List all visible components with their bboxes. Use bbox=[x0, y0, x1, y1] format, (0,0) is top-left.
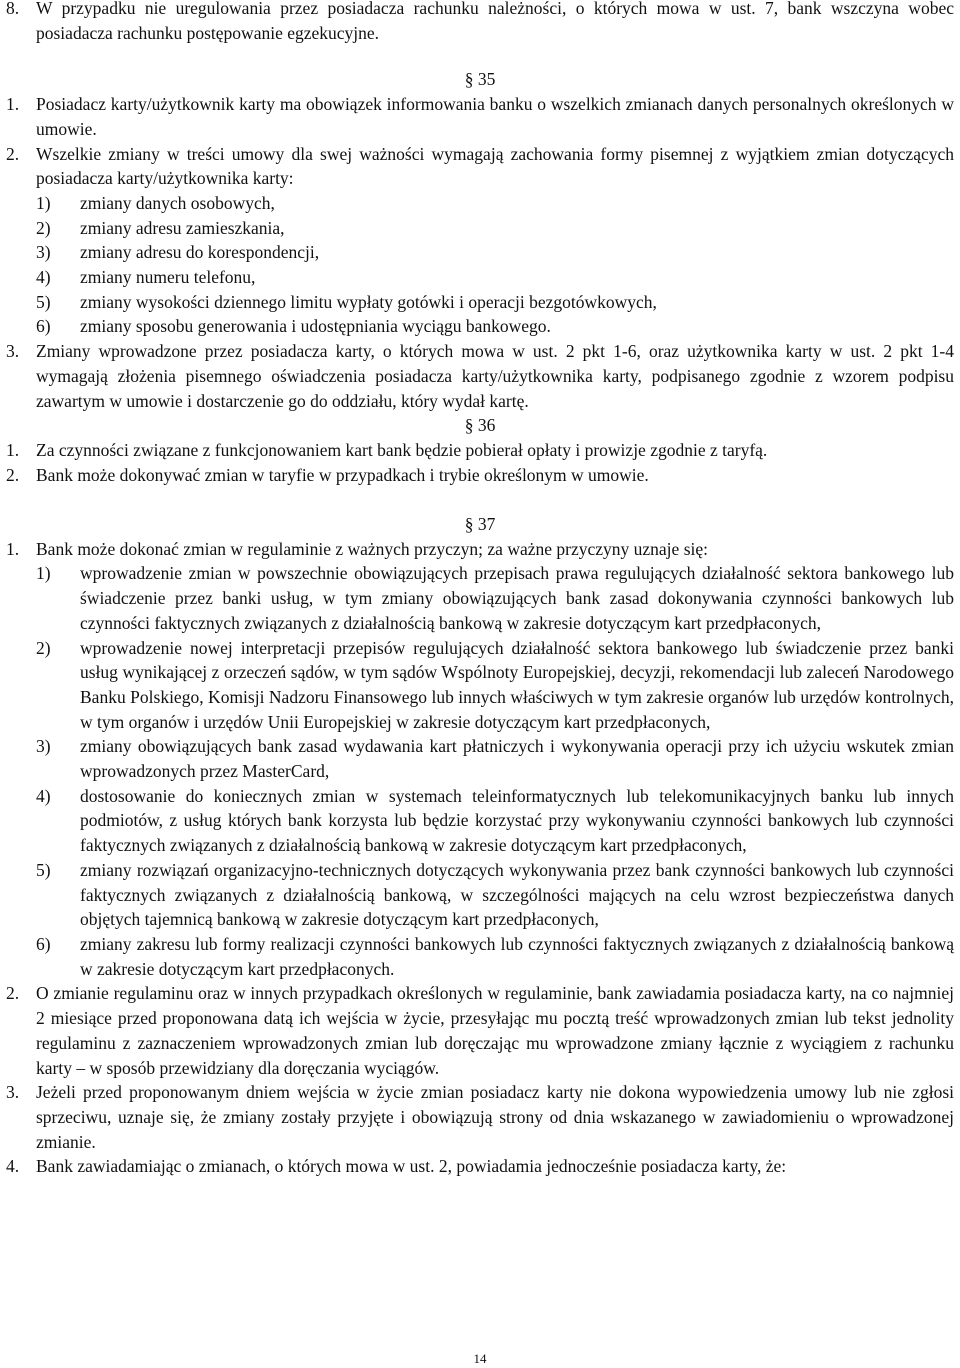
list-item-number: 6) bbox=[36, 934, 51, 954]
list-item bbox=[6, 858, 954, 932]
paragraph-number: 1. bbox=[6, 538, 20, 559]
paragraph-text: Posiadacz karty/użytkownik karty ma obowiązek informowania banku o wszelkich zmianach danych personalnych określonych w umowie. bbox=[36, 94, 954, 139]
list-item bbox=[6, 191, 954, 216]
list-item bbox=[6, 265, 954, 290]
list-item-number: 1) bbox=[36, 192, 51, 213]
list-item-number: 3) bbox=[36, 736, 51, 757]
list-item bbox=[6, 240, 954, 265]
list-item-text: zmiany rozwiązań organizacyjno-technicznych dotyczących wykonywania przez bank czynności bankowych lub czynności faktycznych związanych z działalnością bankową, w szczególności mających na celu wzrost bezpieczeństwa danych objętych tajemnicą bankową w zakresie dotyczącym kart przedpłaconych, bbox=[80, 859, 954, 930]
paragraph-8 bbox=[6, 0, 954, 45]
paragraph-35-3 bbox=[6, 339, 954, 413]
paragraph-number: 2. bbox=[6, 464, 20, 485]
list-item-number: 3) bbox=[36, 242, 51, 263]
list-item-text: wprowadzenie nowej interpretacji przepisów regulujących działalność sektora bankowego lub świadczenie przez banki usług wynikającej z orzeczeń sądów, w tym sądów Wspólnoty Europejskiej, decyzji, rekomendacji lub zaleceń Narodowego Banku Polskiego, Komisji Nadzoru Finansowego lub innych właściwych w tym zakresie organów lub urzędów kontrolnych, w tym organów i urzędów Unii Europejskiej w zakresie dotyczącym kart przedpłaconych, bbox=[80, 637, 954, 732]
paragraph-number: 2. bbox=[6, 983, 20, 1004]
paragraph-text: O zmianie regulaminu oraz w innych przypadkach określonych w regulaminie, bank zawiadamia posiadacza karty, na co najmniej 2 miesiące przed proponowana datą ich wejścia w życie, przesyłając mu pocztą treść wprowadzonych zmian lub tekst jednolity regulaminu z zaznaczeniem wprowadzonych zmian lub doręczając mu wprowadzone zmiany łącznie z wyciągiem z rachunku karty – w sposób przewidziany dla doręczania wyciągów. bbox=[36, 983, 954, 1078]
paragraph-text: Zmiany wprowadzone przez posiadacza karty, o których mowa w ust. 2 pkt 1-6, oraz użytkownika karty w ust. 2 pkt 1-4 wymagają złożenia pisemnego oświadczenia posiadacza karty/użytkownika karty, podpisanego zgodnie z wzorem podpisu zawartym w umowie i dostarczenie go do oddziału, który wydał kartę. bbox=[36, 341, 954, 411]
list-item-text: wprowadzenie zmian w powszechnie obowiązujących przepisach prawa regulujących działalność sektora bankowego lub świadczenie przez banki usług, w tym zmiany obowiązujących bank zasad dokonywania czynności bankowych lub czynności faktycznych związanych z działalnością bankową w zakresie dotyczącym kart przedpłaconych, bbox=[80, 563, 954, 633]
list-item-number: 5) bbox=[36, 859, 51, 880]
list-item-number: 6) bbox=[36, 316, 51, 337]
list-item-text: zmiany adresu zamieszkania, bbox=[80, 217, 285, 238]
paragraph-text: Bank zawiadamiając o zmianach, o których mowa w ust. 2, powiadamia jednocześnie posiadacza karty, że: bbox=[36, 1156, 787, 1177]
list-item-number: 4) bbox=[36, 267, 51, 288]
list-item-text: zmiany zakresu lub formy realizacji czynności bankowych lub czynności faktycznych związanych z działalnością bankową w zakresie dotyczącym kart przedpłaconych. bbox=[80, 934, 954, 979]
list-item bbox=[6, 314, 954, 339]
paragraph-text: Bank może dokonać zmian w regulaminie z ważnych przyczyn; za ważne przyczyny uznaje się: bbox=[36, 538, 708, 559]
paragraph-35-1 bbox=[6, 92, 954, 141]
paragraph-number: 4. bbox=[6, 1156, 20, 1177]
list-item-text: zmiany numeru telefonu, bbox=[80, 267, 256, 288]
paragraph-number: 3. bbox=[6, 1082, 20, 1103]
document-body bbox=[6, 0, 954, 1179]
paragraph-number: 1. bbox=[6, 94, 20, 115]
paragraph-37-2 bbox=[6, 981, 954, 1080]
list-item-number: 1) bbox=[36, 563, 51, 584]
paragraph-35-2 bbox=[6, 142, 954, 191]
list-item-text: zmiany wysokości dziennego limitu wypłaty gotówki i operacji bezgotówkowych, bbox=[80, 291, 657, 312]
list-item bbox=[6, 784, 954, 858]
list-item bbox=[6, 290, 954, 315]
list-37-1 bbox=[6, 561, 954, 981]
list-item-number: 2) bbox=[36, 637, 51, 658]
list-item-number: 4) bbox=[36, 785, 51, 806]
section-heading-36: § 36 bbox=[464, 415, 496, 436]
list-item bbox=[6, 636, 954, 735]
paragraph-36-1 bbox=[6, 438, 954, 463]
list-item bbox=[6, 561, 954, 635]
list-item bbox=[6, 734, 954, 783]
paragraph-text: Wszelkie zmiany w treści umowy dla swej ważności wymagają zachowania formy pisemnej z wyjątkiem zmian dotyczących posiadacza karty/użytkownika karty: bbox=[36, 143, 954, 189]
paragraph-text: Bank może dokonywać zmian w taryfie w przypadkach i trybie określonym w umowie. bbox=[36, 464, 649, 485]
list-item-text: zmiany adresu do korespondencji, bbox=[80, 242, 320, 263]
paragraph-number: 1. bbox=[6, 439, 20, 460]
paragraph-number: 3. bbox=[6, 341, 20, 362]
paragraph-37-3 bbox=[6, 1080, 954, 1154]
paragraph-36-2 bbox=[6, 463, 954, 488]
section-heading-35: § 35 bbox=[464, 69, 496, 90]
list-item bbox=[6, 216, 954, 241]
paragraph-text: W przypadku nie uregulowania przez posiadacza rachunku należności, o których mowa w ust. 7, bank wszczyna wobec posiadacza rachunku postępowanie egzekucyjne. bbox=[36, 0, 954, 43]
paragraph-number: 8. bbox=[6, 0, 20, 18]
list-item-number: 5) bbox=[36, 291, 51, 312]
list-item-text: zmiany sposobu generowania i udostępniania wyciągu bankowego. bbox=[80, 316, 551, 337]
paragraph-37-1 bbox=[6, 537, 954, 562]
list-item-text: zmiany obowiązujących bank zasad wydawania kart płatniczych i wykonywania operacji przy ich użyciu wskutek zmian wprowadzonych przez MasterCard, bbox=[80, 736, 954, 782]
list-item-text: dostosowanie do koniecznych zmian w systemach teleinformatycznych lub telekomunikacyjnych banku lub innych podmiotów, z usług których bank korzysta lub będzie korzystać przy wykonywaniu czynności bankowych lub czynności faktycznych związanych z działalnością bankową w zakresie dotyczącym kart przedpłaconych, bbox=[80, 785, 954, 856]
paragraph-text: Za czynności związane z funkcjonowaniem kart bank będzie pobierał opłaty i prowizje zgodnie z taryfą. bbox=[36, 439, 768, 460]
section-heading-37: § 37 bbox=[464, 514, 496, 535]
list-item-number: 2) bbox=[36, 217, 51, 238]
paragraph-text: Jeżeli przed proponowanym dniem wejścia w życie zmian posiadacz karty nie dokona wypowiedzenia umowy lub nie zgłosi sprzeciwu, uznaje się, że zmiany zostały przyjęte i obowiązują strony od dnia wskazanego w zawiadomieniu o wprowadzonej zmianie. bbox=[36, 1082, 954, 1152]
paragraph-37-4 bbox=[6, 1154, 954, 1179]
list-35-2 bbox=[6, 191, 954, 339]
paragraph-number: 2. bbox=[6, 143, 20, 164]
list-item-text: zmiany danych osobowych, bbox=[80, 192, 275, 213]
list-item bbox=[6, 932, 954, 981]
page-number: 14 bbox=[473, 1351, 487, 1366]
